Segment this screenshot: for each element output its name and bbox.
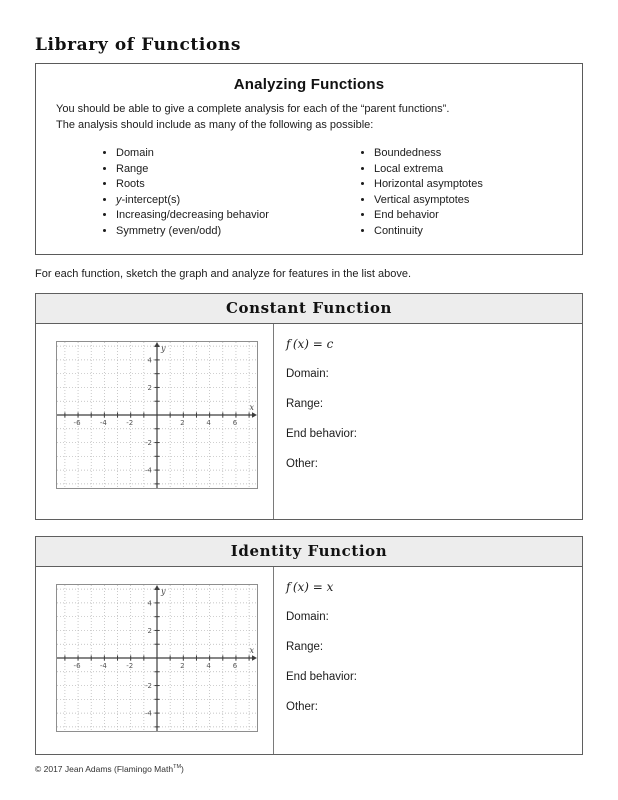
svg-text:4: 4 [206,419,211,427]
svg-text:y: y [161,344,166,353]
analyzing-box-intro [56,102,562,133]
identity-function-title: Identity Function [36,537,582,567]
field-label-range: Range: [286,641,324,653]
svg-text:y: y [161,587,166,596]
field-label-end-behavior: End behavior: [286,671,357,683]
analysis-item: • Boundedness [374,146,483,162]
svg-text:2: 2 [147,626,152,635]
identity-analysis-fields [274,567,582,754]
identity-function-formula: f (x) = x [286,580,334,594]
section-identity-function [35,536,583,755]
svg-text:6: 6 [232,662,238,670]
identity-function-body [36,567,582,754]
svg-text:2: 2 [180,662,185,670]
footer-close: ) [181,764,184,774]
footer-tm: TM [173,764,182,771]
analysis-item: • Increasing/decreasing behavior [116,208,354,224]
analysis-item: • Range [116,162,354,178]
svg-text:4: 4 [147,599,152,608]
analysis-item: • Symmetry (even/odd) [116,224,354,240]
analysis-item: • y-intercept(s) [116,193,354,209]
constant-graph-cell [36,324,274,519]
analysis-item: • Local extrema [374,162,483,178]
analysis-item: • Continuity [374,224,483,240]
svg-text:-2: -2 [145,682,152,691]
field-label-domain: Domain: [286,611,329,623]
svg-text:-6: -6 [73,662,81,670]
svg-text:2: 2 [147,383,152,392]
analysis-item: • Vertical asymptotes [374,193,483,209]
field-label-end-behavior: End behavior: [286,428,357,440]
instruction-text: For each function, sketch the graph and analyze for features in the list above. [35,268,412,280]
intro-line-2: The analysis should include as many of the following as possible: [56,118,374,131]
analysis-list-left [96,146,354,240]
svg-text:-4: -4 [145,709,152,718]
constant-analysis-fields [274,324,582,519]
svg-text:-4: -4 [145,466,152,475]
constant-function-formula: f (x) = c [286,337,334,351]
svg-text:4: 4 [206,662,211,670]
svg-text:4: 4 [147,356,152,365]
analysis-item: • End behavior [374,208,483,224]
coordinate-grid-constant [56,341,258,489]
svg-text:x: x [249,646,254,655]
field-label-domain: Domain: [286,368,329,380]
svg-text:x: x [249,403,254,412]
footer-text: © 2017 Jean Adams (Flamingo Math [35,764,174,774]
page-title: Library of Functions [35,35,242,55]
analysis-item: • Horizontal asymptotes [374,177,483,193]
identity-graph-cell [36,567,274,754]
svg-text:-2: -2 [145,439,152,448]
analysis-item: • Roots [116,177,354,193]
svg-text:-2: -2 [126,419,134,427]
constant-function-title: Constant Function [36,294,582,324]
coordinate-grid-identity [56,584,258,732]
constant-function-body [36,324,582,519]
svg-text:-4: -4 [99,419,107,427]
analyzing-functions-box [35,63,583,255]
field-label-other: Other: [286,458,318,470]
svg-text:-2: -2 [126,662,134,670]
analyzing-box-title: Analyzing Functions [233,76,385,93]
svg-text:-4: -4 [99,662,107,670]
field-label-range: Range: [286,398,324,410]
svg-text:-6: -6 [73,419,81,427]
svg-text:2: 2 [180,419,185,427]
intro-line-1: You should be able to give a complete analysis for each of the “parent functions”. [56,103,450,115]
analysis-list-right [354,146,483,240]
analysis-item: • Domain [116,146,354,162]
svg-text:6: 6 [232,419,238,427]
copyright-footer [35,764,583,774]
analysis-checklists [56,146,562,240]
field-label-other: Other: [286,701,318,713]
section-constant-function [35,293,583,520]
